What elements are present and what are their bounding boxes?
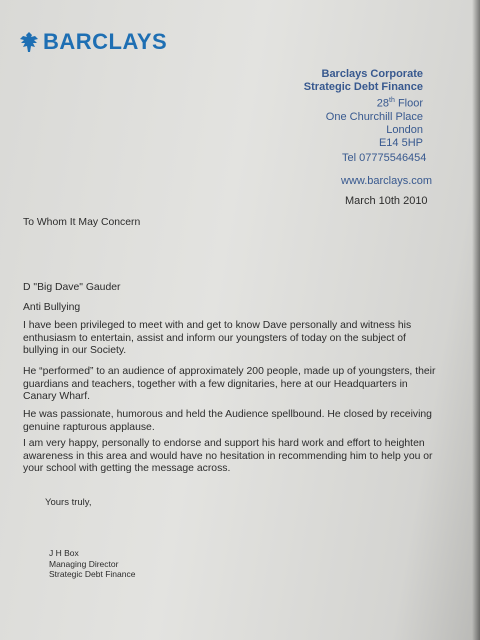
brand-name: BARCLAYS	[43, 29, 168, 54]
subject-name: D "Big Dave" Gauder	[23, 282, 121, 293]
signatory-department: Strategic Debt Finance	[49, 569, 136, 579]
paragraph-4: I am very happy, personally to endorse and support his hard work and effort to heighten awareness in this area and would have no hesitation in recommending him to help you or your school with getting the message across.	[23, 438, 433, 474]
address-building: One Churchill Place	[325, 110, 423, 123]
signatory-title: Managing Director	[49, 558, 119, 569]
barclays-logo	[19, 31, 167, 53]
address-division: Strategic Debt Finance	[303, 81, 423, 93]
page-edge-shadow	[472, 0, 480, 640]
letter-date: March 10th 2010	[345, 195, 428, 207]
signatory-name: J H Box	[49, 548, 79, 558]
paragraph-2: He “performed” to an audience of approximately 200 people, made up of youngsters, their guardians and teachers, together with a few dignitaries, here at our Headquarters in Canary Wharf.	[23, 366, 436, 402]
address-company: Barclays Corporate	[321, 68, 423, 80]
salutation: To Whom It May Concern	[23, 217, 141, 228]
closing: Yours truly,	[45, 497, 92, 508]
paragraph-1: I have been privileged to meet with and get to know Dave personally and witness his enthusiasm to entertain, assist and inform our youngsters of today on the subject of bullying in our Society.	[23, 320, 412, 356]
paragraph-3: He was passionate, humorous and held the Audience spellbound. He closed by receiving genuine rapturous applause.	[23, 409, 432, 433]
sender-address	[304, 68, 423, 150]
telephone-number: Tel 07775546454	[342, 152, 427, 164]
address-postcode: E14 5HP	[378, 136, 423, 149]
address-floor: 28th Floor	[376, 97, 423, 110]
eagle-icon	[19, 31, 39, 53]
signature-block	[49, 548, 135, 580]
website-url: www.barclays.com	[341, 175, 433, 187]
subject-topic: Anti Bullying	[23, 302, 81, 313]
address-city: London	[386, 123, 423, 136]
